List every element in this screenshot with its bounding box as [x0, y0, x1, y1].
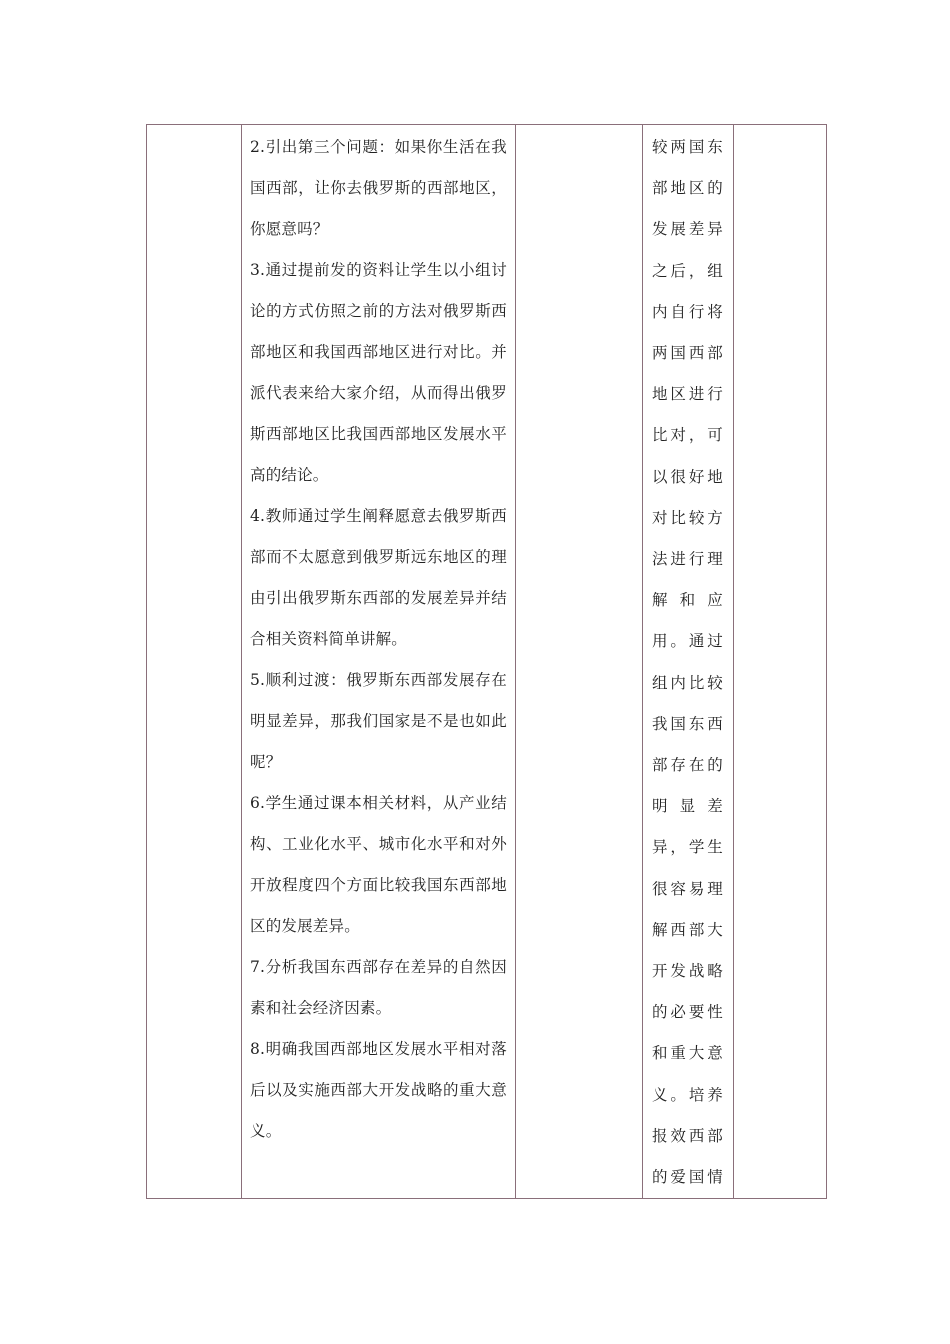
empty-cell-first [147, 125, 242, 1199]
lesson-plan-table [146, 124, 827, 1199]
intent-line: 地区进行 [652, 385, 725, 404]
step-7: 7.分析我国东西部存在差异的自然因素和社会经济因素。 [250, 958, 507, 1017]
intent-line: 之后，组 [652, 261, 725, 280]
intent-line: 异，学生 [652, 838, 725, 857]
intent-line: 以很好地 [652, 467, 725, 486]
intent-line: 组内比较 [652, 673, 725, 692]
teaching-steps-cell [242, 125, 516, 1199]
step-5: 5.顺利过渡：俄罗斯东西部发展存在明显差异，那我们国家是不是也如此呢？ [250, 671, 507, 771]
intent-line: 用。通过 [652, 632, 725, 651]
table-row [147, 125, 827, 1199]
intent-line: 我国东西 [652, 714, 725, 733]
intent-line: 较两国东 [652, 138, 725, 156]
intent-line: 发展差异 [652, 220, 725, 239]
intent-line: 的爱国情 [652, 1168, 725, 1187]
step-4: 4.教师通过学生阐释愿意去俄罗斯西部而不太愿意到俄罗斯远东地区的理由引出俄罗斯东西部的发展差异并结合相关资料简单讲解。 [250, 507, 507, 648]
intent-line: 比对，可 [652, 426, 725, 445]
intent-line: 义。培养 [652, 1085, 725, 1104]
intent-line: 明显差 [652, 797, 725, 816]
design-intent-cell [643, 125, 734, 1199]
intent-line: 很容易理 [652, 879, 725, 898]
intent-line: 解和应 [652, 591, 725, 610]
intent-line: 解西部大 [652, 920, 725, 939]
intent-line: 法进行理 [652, 550, 725, 569]
intent-line: 报效西部 [652, 1126, 725, 1145]
intent-line: 内自行将 [652, 302, 725, 321]
empty-cell-middle [516, 125, 643, 1199]
design-intent [643, 125, 733, 1198]
step-2: 2.引出第三个问题：如果你生活在我国西部，让你去俄罗斯的西部地区，你愿意吗？ [250, 138, 507, 238]
intent-line: 部地区的 [652, 179, 725, 198]
intent-line: 部存在的 [652, 756, 725, 775]
teaching-steps [242, 125, 515, 1152]
intent-line: 两国西部 [652, 344, 725, 363]
empty-cell-last [734, 125, 827, 1199]
step-3: 3.通过提前发的资料让学生以小组讨论的方式仿照之前的方法对俄罗斯西部地区和我国西部地区进行对比。并派代表来给大家介绍，从而得出俄罗斯西部地区比我国西部地区发展水平高的结论。 [250, 261, 507, 484]
intent-line: 开发战略 [652, 962, 725, 981]
intent-line: 的必要性 [652, 1003, 725, 1022]
intent-line: 和重大意 [652, 1044, 725, 1063]
step-6: 6.学生通过课本相关材料，从产业结构、工业化水平、城市化水平和对外开放程度四个方面比较我国东西部地区的发展差异。 [250, 794, 507, 935]
intent-line: 对比较方 [652, 508, 725, 527]
step-8: 8.明确我国西部地区发展水平相对落后以及实施西部大开发战略的重大意义。 [250, 1040, 507, 1140]
